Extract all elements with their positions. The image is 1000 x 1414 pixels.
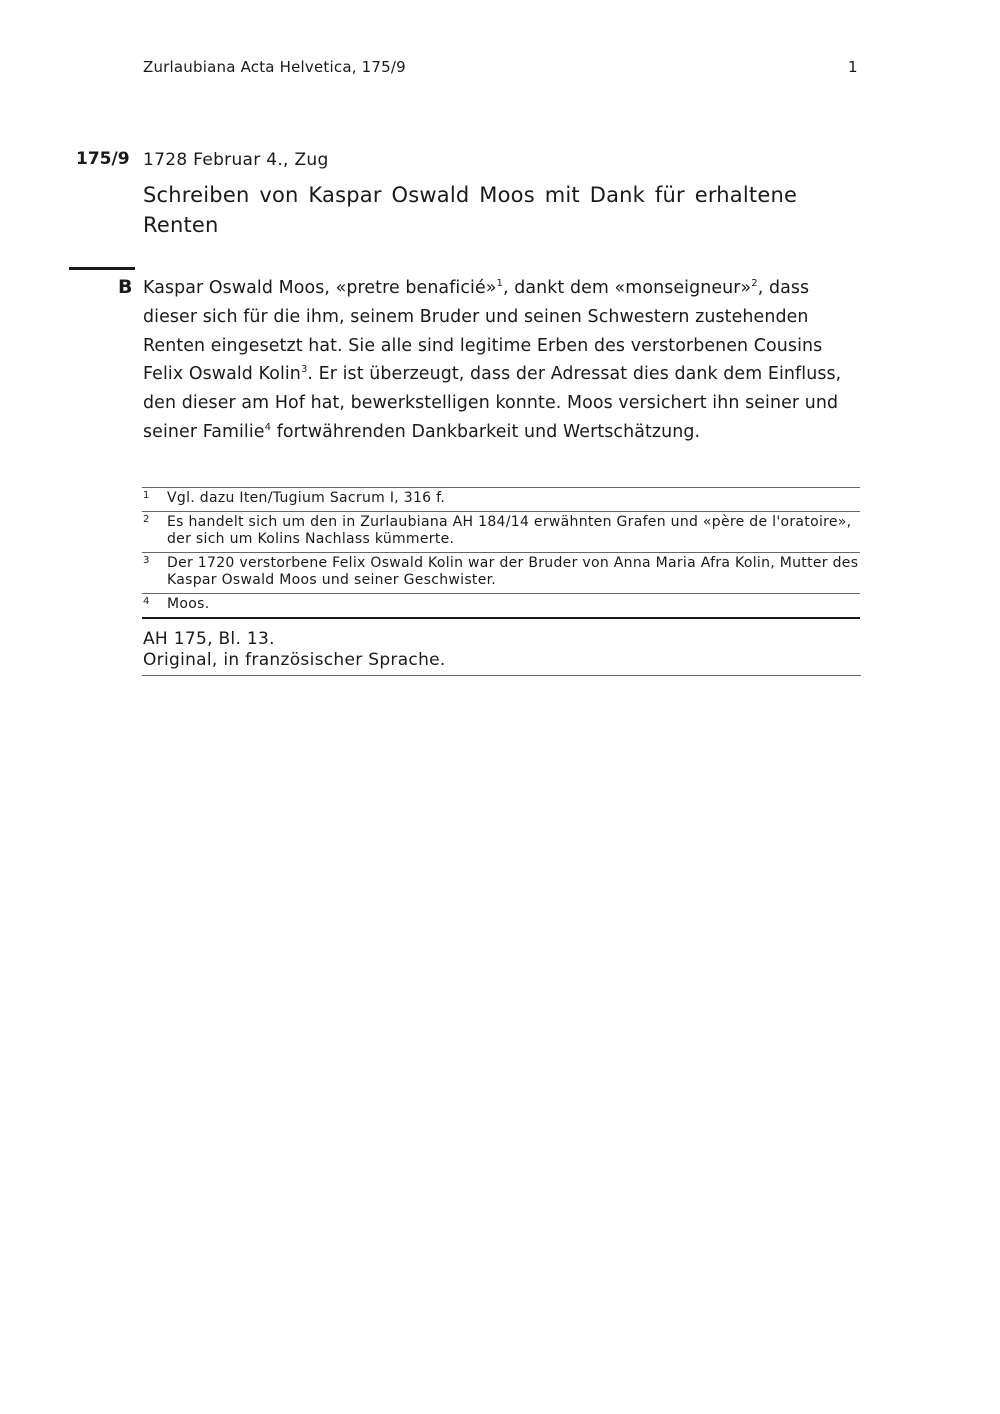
page-number: 1: [848, 58, 858, 76]
footnotes-list: [142, 487, 860, 619]
footnote-text: Vgl. dazu Iten/Tugium Sacrum I, 316 f.: [167, 490, 446, 506]
abstract-segment: , dankt dem «monseigneur»: [502, 278, 752, 298]
footnote-ref-4[interactable]: 4: [264, 421, 272, 433]
footnote-text: Moos.: [167, 596, 210, 612]
footnote-ref-2[interactable]: 2: [751, 278, 758, 289]
footnote-mark: 2: [143, 514, 150, 525]
abstract-text: [143, 274, 859, 447]
footnote-ref-1[interactable]: 1: [496, 278, 503, 289]
abstract-segment: Kaspar Oswald Moos, «pretre benaficié»: [143, 278, 497, 298]
footnote-ref-3[interactable]: 3: [300, 364, 308, 376]
abstract-segment: , dass dieser sich für die ihm, seinem Bruder und seinen Schwestern zustehenden Renten eingesetzt hat. Sie alle sind legitime Erben des verstorbenen Cousins Felix Oswald Kolin: [143, 278, 823, 385]
footnote-item: [142, 553, 860, 594]
abstract-segment: . Er ist überzeugt, dass der Adressat dies dank dem Einfluss, den dieser am Hof hat, bewerkstelligen konnte. Moos versichert ihn seiner und seiner Familie: [143, 364, 842, 442]
footnote-item: [142, 594, 860, 619]
footnote-text: Der 1720 verstorbene Felix Oswald Kolin war der Bruder von Anna Maria Afra Kolin, Mutter des Kaspar Oswald Moos und seiner Geschwister.: [167, 555, 859, 588]
entry-title: Schreiben von Kaspar Oswald Moos mit Dank für erhaltene Renten: [143, 183, 798, 237]
running-header: Zurlaubiana Acta Helvetica, 175/9: [143, 58, 406, 76]
entry-date-place: 1728 Februar 4., Zug: [143, 150, 329, 170]
footnote-item: [142, 488, 860, 512]
abstract-segment: fortwährenden Dankbarkeit und Wertschätzung.: [271, 421, 701, 442]
type-marker-rule: [69, 267, 135, 270]
footnote-mark: 3: [143, 555, 150, 566]
footnote-item: [142, 512, 860, 553]
footnote-mark: 1: [143, 490, 150, 501]
source-note: Original, in französischer Sprache.: [143, 650, 446, 670]
footnote-mark: 4: [143, 596, 150, 607]
source-block: [142, 628, 861, 676]
entry-id: 175/9: [76, 149, 130, 169]
footnote-text: Es handelt sich um den in Zurlaubiana AH 184/14 erwähnten Grafen und «père de l'oratoire», der sich um Kolins Nachlass kümmerte.: [167, 514, 852, 547]
type-marker-letter: B: [118, 276, 133, 298]
source-shelfmark: AH 175, Bl. 13.: [143, 629, 275, 649]
